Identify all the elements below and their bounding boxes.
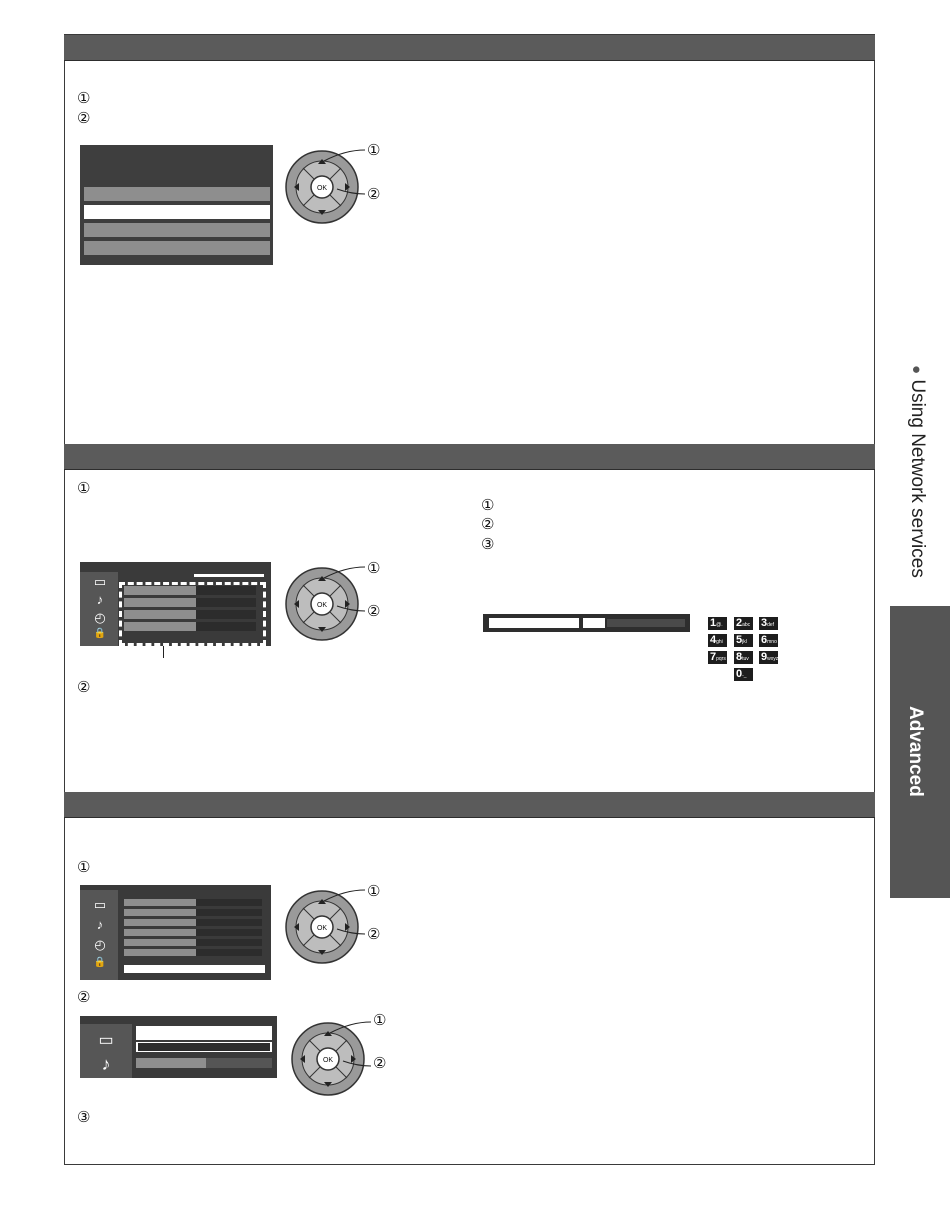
lock-icon: 🔒 — [93, 628, 107, 639]
step-2: ② — [77, 110, 91, 127]
remote-callout-1: ① — [367, 142, 381, 159]
step-1: ① — [77, 480, 91, 497]
menu-value — [196, 929, 262, 936]
step-1: ① — [77, 859, 91, 876]
section-tab-advanced — [890, 606, 950, 898]
remote-callout-2: ② — [373, 1055, 387, 1072]
step-2: ② — [77, 679, 91, 696]
pointer-line — [163, 646, 164, 658]
option-row-inner — [138, 1043, 270, 1051]
menu-row — [124, 929, 196, 936]
ok-button-label: OK — [322, 1057, 334, 1064]
remote-callout-2: ② — [367, 186, 381, 203]
menu-value — [196, 919, 262, 926]
text-entry-field — [489, 618, 579, 628]
menu-row — [124, 919, 196, 926]
highlight-dashed-box — [119, 582, 266, 646]
menu-row — [84, 241, 270, 255]
keypad-key-1: 1@. — [708, 617, 727, 630]
section-header-bar-3 — [64, 792, 875, 818]
remote-callout-1: ① — [367, 560, 381, 577]
keypad-key-3: 3def — [759, 617, 778, 630]
section-tab-label: Advanced — [905, 706, 926, 797]
lock-icon: 🔒 — [93, 957, 107, 968]
menu-row — [84, 187, 270, 201]
ok-button-label: OK — [316, 602, 328, 609]
keypad-key-6: 6mno — [761, 634, 777, 646]
keypad-key-2: 2abc — [734, 617, 753, 630]
onscreen-menu-4 — [80, 1016, 277, 1078]
ok-button-label: OK — [316, 185, 328, 192]
step-right-1: ① — [481, 497, 495, 514]
step-1: ① — [77, 90, 91, 107]
side-tab-network-services: ● Using Network services — [907, 365, 928, 578]
picture-icon: ▭ — [93, 897, 107, 912]
onscreen-menu-3 — [80, 885, 271, 980]
remote-callout-2: ② — [367, 926, 381, 943]
sound-icon: ♪ — [101, 1054, 111, 1074]
text-entry-bar — [483, 614, 690, 632]
section-header-bar-2 — [64, 444, 875, 470]
step-right-3: ③ — [481, 536, 495, 553]
remote-callout-2: ② — [367, 603, 381, 620]
step-right-2: ② — [481, 516, 495, 533]
menu-row — [124, 899, 196, 906]
menu-row-selected — [124, 965, 265, 973]
sound-icon: ♪ — [96, 917, 104, 932]
keypad-key-4: 4ghi — [708, 634, 727, 647]
sound-icon: ♪ — [96, 592, 104, 607]
remote-callout-1: ① — [367, 883, 381, 900]
menu-row — [124, 909, 196, 916]
keypad-key-5: 5jkl — [734, 634, 753, 647]
keypad-key-8: 8tuv — [734, 651, 753, 664]
text-entry-remaining — [607, 619, 685, 627]
side-tab-label: Using Network services — [907, 379, 928, 578]
option-value — [206, 1058, 272, 1068]
menu-value — [196, 939, 262, 946]
timer-icon: ◴ — [94, 937, 106, 952]
option-row — [136, 1026, 272, 1040]
keypad-key-9: 9wxyz — [761, 651, 779, 663]
keypad-key-0: 0-_ — [734, 668, 753, 681]
ok-button-label: OK — [316, 925, 328, 932]
menu-row — [124, 949, 196, 956]
menu-value — [196, 949, 262, 956]
onscreen-menu-1 — [80, 145, 273, 265]
remote-callout-1: ① — [373, 1012, 387, 1029]
menu-row — [124, 939, 196, 946]
step-2: ② — [77, 989, 91, 1006]
section-header-bar-1 — [64, 35, 875, 61]
option-row — [136, 1058, 206, 1068]
menu-header-line — [194, 574, 264, 577]
menu-row — [84, 223, 270, 237]
menu-value — [196, 909, 262, 916]
picture-icon: ▭ — [98, 1032, 114, 1049]
timer-icon: ◴ — [94, 610, 106, 625]
picture-icon: ▭ — [93, 574, 107, 589]
step-3: ③ — [77, 1109, 91, 1126]
menu-value — [196, 899, 262, 906]
menu-row-selected — [84, 205, 270, 219]
text-cursor-block — [583, 618, 605, 628]
onscreen-menu-2 — [80, 562, 271, 646]
keypad-key-7: 7pqrs — [710, 651, 726, 663]
